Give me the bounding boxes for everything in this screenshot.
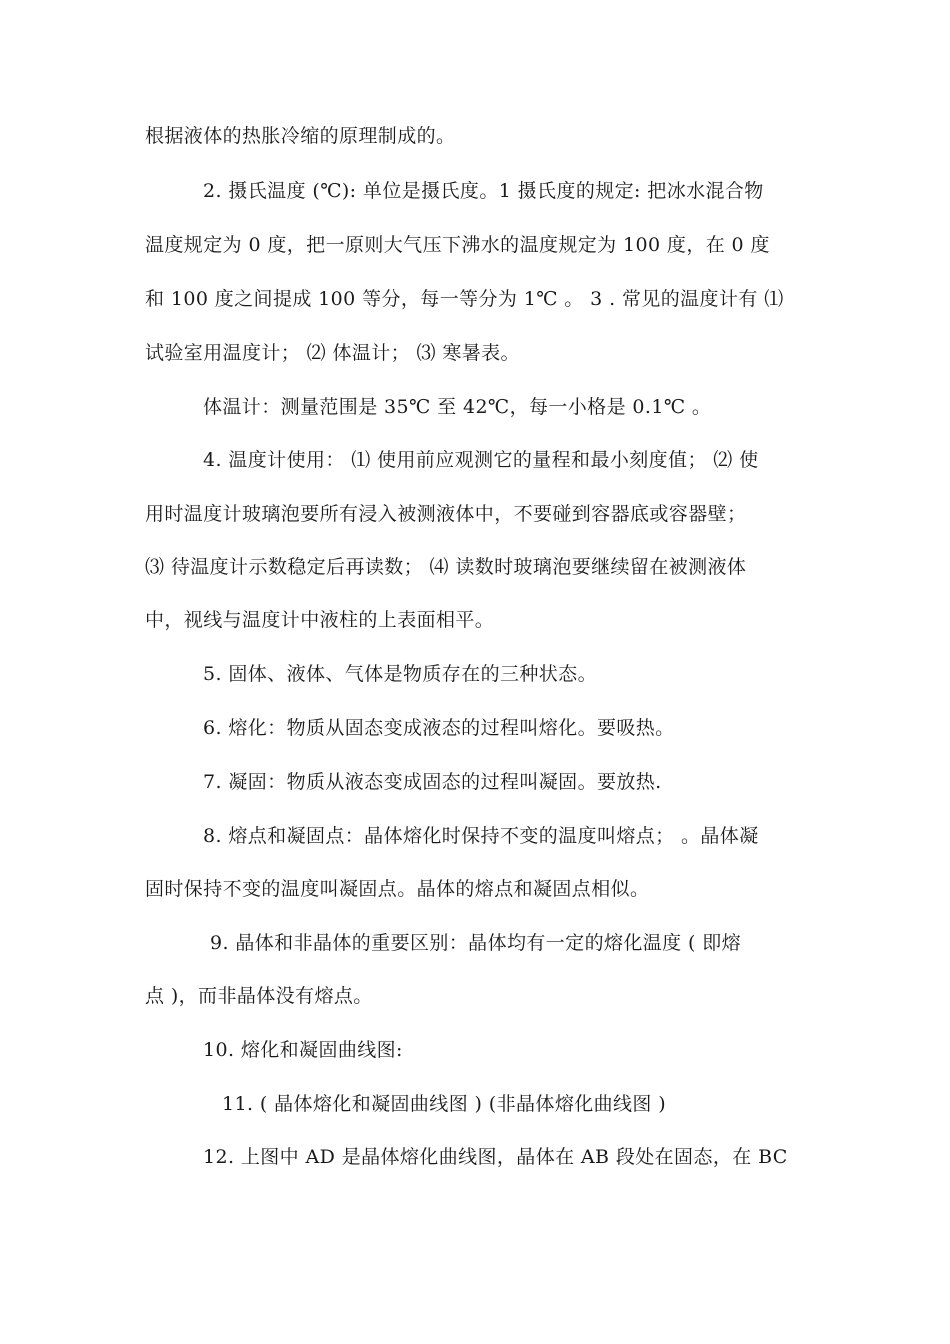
text-line-4: 和 100 度之间提成 100 等分，每一等分为 1℃ 。 3 . 常见的温度计有 ⑴ bbox=[145, 288, 784, 310]
text-line-14: 8. 熔点和凝固点：晶体熔化时保持不变的温度叫熔点； 。晶体凝 bbox=[203, 825, 759, 847]
text-line-10: 中，视线与温度计中液柱的上表面相平。 bbox=[145, 609, 495, 631]
text-line-5: 试验室用温度计； ⑵ 体温计； ⑶ 寒暑表。 bbox=[145, 342, 520, 364]
text-line-6: 体温计：测量范围是 35℃ 至 42℃，每一小格是 0.1℃ 。 bbox=[203, 396, 712, 418]
text-line-18: 10. 熔化和凝固曲线图: bbox=[203, 1039, 403, 1061]
text-line-12: 6. 熔化：物质从固态变成液态的过程叫熔化。要吸热。 bbox=[203, 717, 675, 739]
text-line-13: 7. 凝固：物质从液态变成固态的过程叫凝固。要放热. bbox=[203, 771, 662, 793]
text-line-8: 用时温度计玻璃泡要所有浸入被测液体中，不要碰到容器底或容器壁； bbox=[145, 503, 747, 525]
text-line-7: 4. 温度计使用： ⑴ 使用前应观测它的量程和最小刻度值； ⑵ 使 bbox=[203, 449, 759, 471]
text-line-19: 11. ( 晶体熔化和凝固曲线图 ) (非晶体熔化曲线图 ) bbox=[222, 1093, 667, 1115]
text-line-9: ⑶ 待温度计示数稳定后再读数； ⑷ 读数时玻璃泡要继续留在被测液体 bbox=[145, 556, 747, 578]
text-line-11: 5. 固体、液体、气体是物质存在的三种状态。 bbox=[203, 663, 597, 685]
text-line-15: 固时保持不变的温度叫凝固点。晶体的熔点和凝固点相似。 bbox=[145, 878, 650, 900]
text-line-3: 温度规定为 0 度，把一原则大气压下沸水的温度规定为 100 度，在 0 度 bbox=[145, 234, 770, 256]
text-line-17: 点 )，而非晶体没有熔点。 bbox=[145, 985, 373, 1007]
text-line-1: 根据液体的热胀冷缩的原理制成的。 bbox=[145, 125, 456, 147]
text-line-20: 12. 上图中 AD 是晶体熔化曲线图，晶体在 AB 段处在固态，在 BC bbox=[203, 1146, 788, 1168]
text-line-16: 9. 晶体和非晶体的重要区别：晶体均有一定的熔化温度 ( 即熔 bbox=[210, 932, 742, 954]
text-line-2: 2. 摄氏温度 (℃): 单位是摄氏度。1 摄氏度的规定: 把冰水混合物 bbox=[203, 180, 764, 202]
